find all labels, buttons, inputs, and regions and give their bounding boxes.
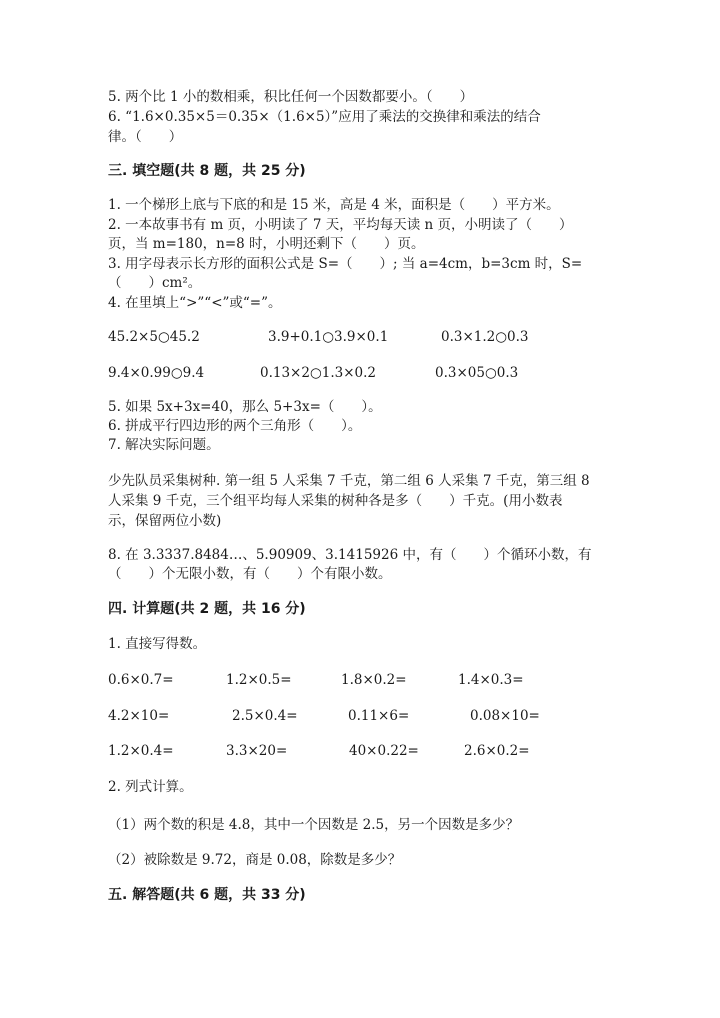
compare-expression: 45.2×5○45.2 [108, 329, 200, 345]
compare-expression: 0.3×05○0.3 [435, 365, 519, 381]
question-3-7-text-line1: 少先队员采集树种. 第一组 5 人采集 7 千克，第二组 6 人采集 7 千克，第三组 8 [108, 473, 590, 489]
question-4-2: 2. 列式计算。 [108, 779, 193, 795]
calc-expression: 40×0.22= [349, 743, 419, 759]
question-3-7: 7. 解决实际问题。 [108, 437, 220, 453]
compare-expression: 0.13×2○1.3×0.2 [260, 365, 376, 381]
question-2-6-line2: 律。（ ） [108, 129, 183, 145]
section-5-heading: 五. 解答题(共 6 题，共 33 分) [108, 887, 306, 903]
calc-expression: 4.2×10= [108, 708, 170, 724]
question-4-2-a: （1）两个数的积是 4.8，其中一个因数是 2.5，另一个因数是多少？ [108, 817, 520, 833]
compare-expression: 3.9+0.1○3.9×0.1 [268, 329, 389, 345]
calc-expression: 3.3×20= [226, 743, 288, 759]
question-3-7-text-line2: 人采集 9 千克，三个组平均每人采集的树种各是多（ ）千克。(用小数表 [108, 493, 563, 509]
question-3-8-line2: （ ）个无限小数，有（ ）个有限小数。 [108, 566, 392, 582]
compare-expression: 0.3×1.2○0.3 [441, 329, 529, 345]
calc-expression: 0.08×10= [470, 708, 540, 724]
question-3-2-line2: 页，当 m=180，n=8 时，小明还剩下（ ）页。 [108, 236, 425, 252]
calc-expression: 1.2×0.5= [226, 672, 292, 688]
question-2-6-line1: 6. “1.6×0.35×5＝0.35×（1.6×5）”应用了乘法的交换律和乘法的结合 [108, 109, 541, 125]
section-3-heading: 三. 填空题(共 8 题，共 25 分) [108, 163, 306, 179]
section-4-heading: 四. 计算题(共 2 题，共 16 分) [108, 601, 306, 617]
question-2-5: 5. 两个比 1 小的数相乘，积比任何一个因数都要小。（ ） [108, 89, 474, 105]
calc-expression: 0.6×0.7= [108, 672, 174, 688]
question-3-3-line1: 3. 用字母表示长方形的面积公式是 S=（ ）; 当 a=4cm，b=3cm 时，S= [108, 256, 583, 272]
question-3-3-line2: （ ）cm²。 [108, 275, 202, 291]
compare-expression: 9.4×0.99○9.4 [108, 365, 205, 381]
calc-expression: 2.6×0.2= [464, 743, 530, 759]
calc-expression: 1.8×0.2= [341, 672, 407, 688]
question-3-1: 1. 一个梯形上底与下底的和是 15 米，高是 4 米，面积是（ ）平方米。 [108, 197, 560, 213]
question-4-2-b: （2）被除数是 9.72，商是 0.08，除数是多少？ [108, 852, 402, 868]
calc-expression: 1.4×0.3= [458, 672, 524, 688]
calc-expression: 1.2×0.4= [108, 743, 174, 759]
question-3-4: 4. 在里填上“>”“<”或“=”。 [108, 295, 282, 311]
question-3-7-text-line3: 示，保留两位小数) [108, 513, 222, 529]
calc-expression: 0.11×6= [348, 708, 410, 724]
question-3-5: 5. 如果 5x+3x=40，那么 5+3x=（ ）。 [108, 399, 382, 415]
calc-expression: 2.5×0.4= [232, 708, 298, 724]
question-3-6: 6. 拼成平行四边形的两个三角形（ ）。 [108, 418, 362, 434]
question-4-1: 1. 直接写得数。 [108, 636, 207, 652]
question-3-2-line1: 2. 一本故事书有 m 页，小明读了 7 天，平均每天读 n 页，小明读了（ ） [108, 217, 573, 233]
question-3-8-line1: 8. 在 3.3337.8484…、5.90909、3.1415926 中，有（ ）个循环小数，有 [108, 547, 592, 563]
